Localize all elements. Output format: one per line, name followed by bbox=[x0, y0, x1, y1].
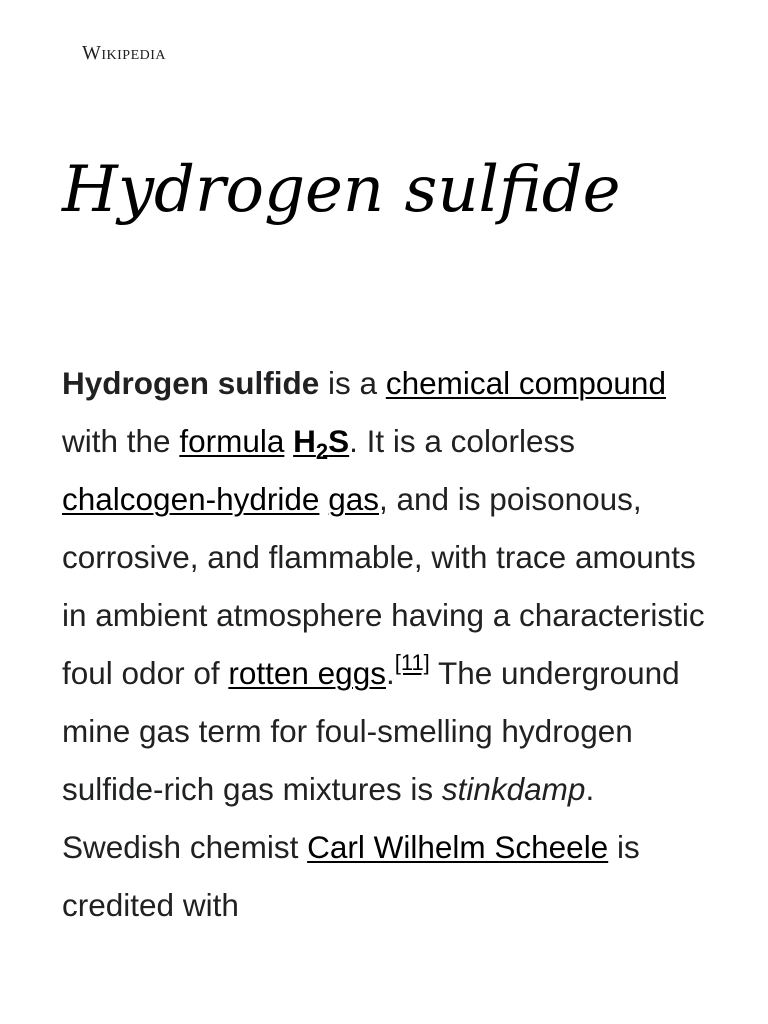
link-chemical-compound[interactable]: chemical compound bbox=[385, 365, 666, 401]
paragraph-text: . Swedish chemist bbox=[62, 771, 595, 865]
link-formula[interactable]: formula bbox=[179, 423, 285, 459]
paragraph-text: . It is a colorless bbox=[349, 423, 575, 459]
paragraph-text: with the bbox=[62, 423, 180, 459]
reference-link-11[interactable]: [11] bbox=[394, 650, 430, 675]
formula-subscript: 2 bbox=[315, 439, 329, 464]
paragraph-text: . bbox=[385, 655, 395, 691]
link-carl-wilhelm-scheele[interactable]: Carl Wilhelm Scheele bbox=[307, 829, 609, 865]
link-chalcogen-hydride[interactable]: chalcogen-hydride bbox=[62, 481, 320, 517]
reference-11 bbox=[395, 650, 430, 675]
paragraph-text: is a bbox=[319, 365, 386, 401]
wikipedia-wordmark[interactable]: Wikipedia bbox=[82, 42, 167, 64]
link-rotten-eggs[interactable]: rotten eggs bbox=[228, 655, 386, 691]
paragraph-text: is credited with bbox=[62, 829, 640, 923]
stinkdamp-term: stinkdamp bbox=[441, 771, 586, 807]
bold-subject: Hydrogen sulfide bbox=[62, 365, 320, 401]
paragraph-text bbox=[284, 423, 293, 459]
formula-h: H bbox=[293, 423, 316, 459]
link-h2s-formula[interactable] bbox=[293, 423, 350, 464]
link-gas[interactable]: gas bbox=[328, 481, 379, 517]
formula-s: S bbox=[328, 423, 350, 459]
page-title: Hydrogen sulfide bbox=[62, 153, 621, 227]
paragraph-text: , and is poisonous, corrosive, and flammable, with trace amounts in ambient atmosphere having a characteristic foul odor of bbox=[62, 481, 705, 691]
paragraph-text: The underground mine gas term for foul-smelling hydrogen sulfide-rich gas mixtures is bbox=[62, 655, 680, 807]
article-paragraph bbox=[62, 354, 712, 934]
paragraph-text bbox=[319, 481, 328, 517]
